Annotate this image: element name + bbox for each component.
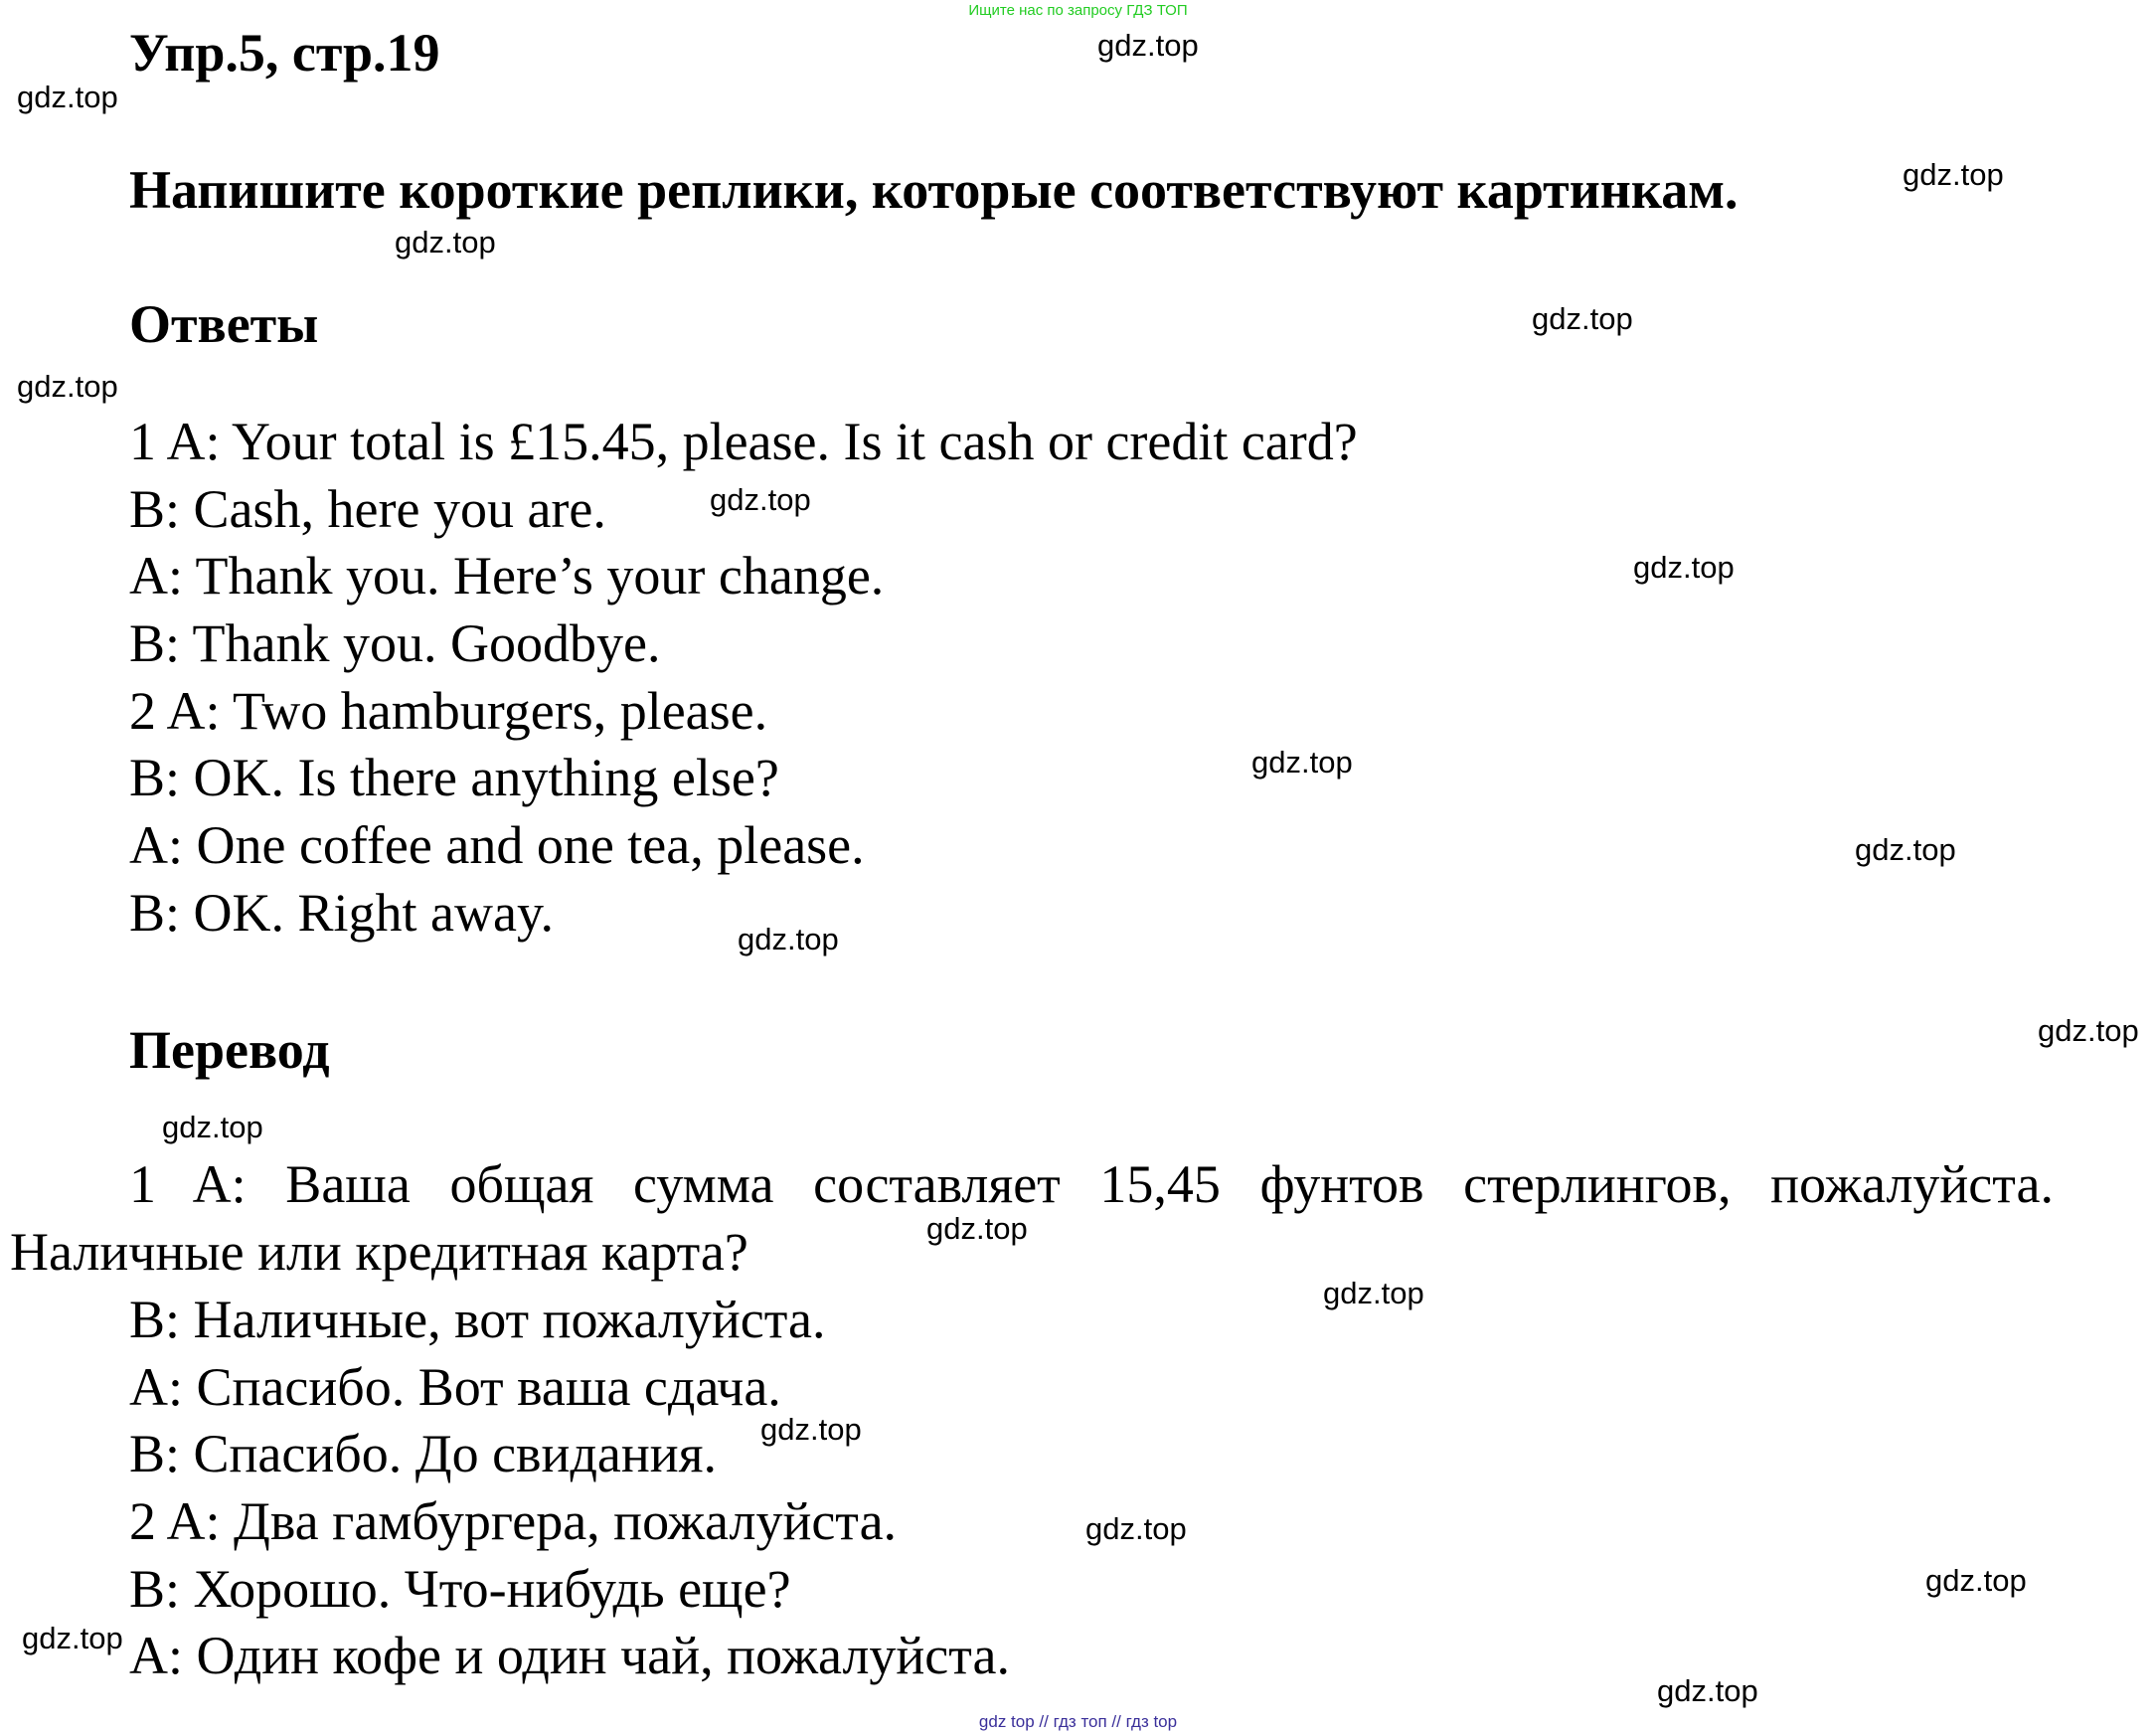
watermark: gdz.top bbox=[162, 1110, 263, 1144]
watermark: gdz.top bbox=[1657, 1673, 1758, 1708]
translation-heading: Перевод bbox=[129, 1020, 330, 1080]
page-title: Упр.5, стр.19 bbox=[129, 23, 440, 83]
translation-line: Наличные или кредитная карта? bbox=[10, 1222, 748, 1282]
answers-heading: Ответы bbox=[129, 294, 319, 354]
watermark: gdz.top bbox=[760, 1412, 862, 1447]
watermark: gdz.top bbox=[395, 225, 496, 260]
watermark: gdz.top bbox=[1855, 832, 1956, 867]
translation-line: 2 A: Два гамбургера, пожалуйста. bbox=[129, 1491, 898, 1551]
translation-line: 1 A: Ваша общая сумма составляет 15,45 фунтов стерлингов, пожалуйста. bbox=[129, 1154, 2054, 1214]
translation-line: A: Один кофе и один чай, пожалуйста. bbox=[129, 1626, 1010, 1685]
answer-line: 2 A: Two hamburgers, please. bbox=[129, 681, 768, 741]
watermark: gdz.top bbox=[17, 80, 118, 114]
watermark: gdz.top bbox=[1251, 745, 1353, 780]
answer-line: 1 A: Your total is £15.45, please. Is it cash or credit card? bbox=[129, 412, 1358, 471]
task-text: Напишите короткие реплики, которые соответствуют картинкам. bbox=[129, 160, 1739, 220]
top-banner: Ищите нас по запросу ГДЗ ТОП bbox=[968, 2, 1188, 19]
watermark: gdz.top bbox=[17, 369, 118, 404]
watermark: gdz.top bbox=[926, 1211, 1028, 1246]
answer-line: A: Thank you. Here’s your change. bbox=[129, 546, 885, 606]
watermark: gdz.top bbox=[1903, 157, 2004, 192]
answer-line: B: Cash, here you are. bbox=[129, 479, 606, 539]
translation-line: A: Спасибо. Вот ваша сдача. bbox=[129, 1357, 781, 1417]
watermark: gdz.top bbox=[2038, 1013, 2139, 1048]
watermark: gdz.top bbox=[1532, 301, 1633, 336]
watermark: gdz.top bbox=[1925, 1563, 2027, 1598]
watermark: gdz.top bbox=[1097, 28, 1199, 63]
watermark: gdz.top bbox=[738, 922, 839, 956]
answer-line: A: One coffee and one tea, please. bbox=[129, 815, 865, 875]
answer-line: B: Thank you. Goodbye. bbox=[129, 613, 661, 673]
translation-line: B: Наличные, вот пожалуйста. bbox=[129, 1290, 826, 1349]
footer-text: gdz top // гдз топ // гдз top bbox=[978, 1712, 1178, 1731]
watermark: gdz.top bbox=[710, 482, 811, 517]
translation-line: B: Спасибо. До свидания. bbox=[129, 1424, 718, 1483]
watermark: gdz.top bbox=[1633, 550, 1735, 585]
answer-line: B: OK. Is there anything else? bbox=[129, 748, 779, 807]
translation-line: B: Хорошо. Что-нибудь еще? bbox=[129, 1559, 791, 1619]
watermark: gdz.top bbox=[1085, 1511, 1187, 1546]
answer-line: B: OK. Right away. bbox=[129, 883, 554, 943]
watermark: gdz.top bbox=[22, 1621, 123, 1655]
watermark: gdz.top bbox=[1323, 1276, 1424, 1310]
